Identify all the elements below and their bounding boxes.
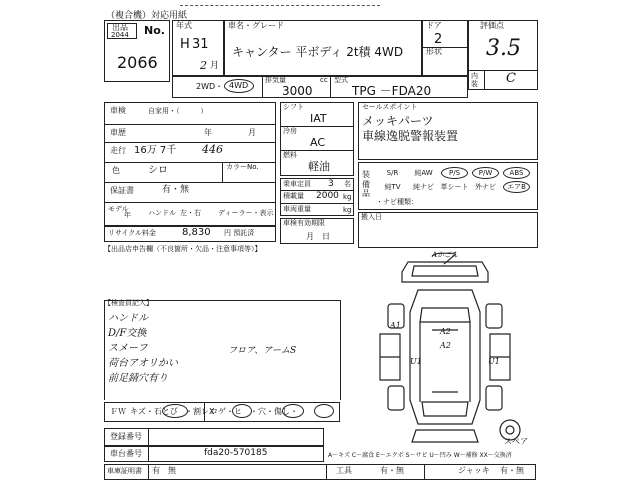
details-line-1 — [104, 124, 276, 125]
warranty-label: 保証書 — [110, 186, 134, 195]
tools-options: 有・無 — [380, 466, 404, 475]
mileage-value: 16万 7千 — [134, 145, 177, 156]
equipment-item: 革シート — [440, 183, 469, 191]
fw-label: ＦＷ — [110, 407, 126, 416]
drive-4wd: 4WD — [229, 81, 249, 90]
inspection-options: 自家用・（ ） — [148, 107, 208, 115]
shape-label: 形状 — [426, 47, 442, 56]
car-damage-diagram — [360, 252, 530, 452]
month-label: 月 — [210, 61, 220, 71]
ac-label: 冷房 — [283, 127, 297, 135]
chassis-value: fda20-570185 — [204, 448, 268, 458]
fw-end: ・穴・傷し・ — [250, 407, 298, 416]
model-label: 型式 — [334, 76, 348, 84]
equipment-item: S/R — [386, 169, 399, 177]
model-divider — [330, 76, 331, 98]
model-value: TPG －FDA20 — [352, 84, 432, 98]
seats-unit: 名 — [344, 180, 351, 188]
cert-divider-3 — [424, 464, 425, 480]
registration-year-unit: 年 — [204, 128, 212, 137]
diagram-mark-2: A2 — [440, 327, 451, 336]
shift-value: IAT — [310, 112, 327, 125]
inspector-note: 前足錆穴有り — [108, 373, 168, 384]
equipment-circle — [472, 167, 499, 179]
equipment-item: 純ナビ — [413, 183, 434, 191]
ac-value: AC — [310, 136, 326, 149]
month-value: 2 — [200, 59, 207, 72]
mileage-label: 走行 — [110, 146, 126, 155]
weight-label: 車両重量 — [283, 205, 311, 213]
displacement-divider — [262, 76, 263, 98]
registration-divider — [148, 428, 149, 446]
warranty-options: 有・無 — [162, 185, 190, 195]
drive-2wd: 2WD・ — [196, 82, 224, 91]
cert-label: 車庫証明書 — [107, 467, 142, 475]
displacement-label: 排気量 — [265, 76, 286, 84]
tools-label: 工具 — [336, 466, 352, 475]
shift-label: シフト — [283, 103, 304, 111]
interior-divider — [468, 70, 538, 71]
date-panel — [358, 212, 538, 248]
expiry-label: 車検有効期限 — [283, 219, 325, 227]
diagram-mark-3: A2 — [440, 341, 451, 350]
lot-label: 出品 — [112, 23, 128, 32]
jack-label: ジャッキ — [458, 466, 490, 475]
model-year-label: 年 — [124, 211, 131, 219]
cert-divider-1 — [148, 464, 149, 480]
cert-options: 有 無 — [152, 466, 176, 475]
defects-note: 【出品店申告欄（不良箇所・欠品・注意事項等）】 — [104, 245, 262, 253]
diagram-mark-5: U1 — [488, 357, 500, 366]
inspector-label: 【検査員記入】 — [104, 299, 153, 307]
mileage-note: 446 — [202, 143, 223, 156]
doors-label: ドア — [426, 21, 442, 30]
weight-unit: kg — [343, 206, 352, 214]
inspection-label: 車検 — [110, 106, 126, 115]
spare-label: スペア — [504, 437, 528, 446]
details-line-5 — [104, 202, 276, 203]
navi-label: ・ナビ種類： — [376, 198, 418, 206]
displacement-value: 3000 — [282, 84, 313, 98]
seats-label: 乗車定員 — [283, 180, 311, 188]
interior-label: 内装 — [471, 72, 478, 88]
fw-text: キズ・石とび — [130, 407, 178, 416]
equipment-circle — [503, 167, 530, 179]
chassis-label: 車台番号 — [110, 449, 142, 458]
fw-circle-2 — [232, 404, 252, 418]
chassis-divider — [148, 446, 149, 462]
equipment-item: ABS — [509, 169, 524, 177]
color-no-label: カラーNo. — [226, 163, 259, 171]
load-label: 積載量 — [283, 192, 304, 200]
equipment-item: P/W — [478, 169, 493, 177]
inspector-note: D/F交換 — [108, 328, 147, 339]
inspector-left-border — [104, 300, 105, 400]
lot-number: 2066 — [117, 53, 158, 72]
inspector-note: ハンドル — [108, 313, 148, 324]
interior-value: C — [506, 71, 516, 86]
expiry-unit: 月 日 — [306, 232, 330, 241]
load-value: 2000 — [316, 191, 339, 201]
fuel-value: 軽油 — [308, 160, 330, 173]
fw-right: コゲ・ヒ — [210, 407, 242, 416]
fw-circle-3 — [282, 404, 304, 418]
seats-value: 3 — [328, 179, 334, 189]
model-handle-label: モデル — [108, 205, 129, 213]
inspector-side-note: フロア、アームS — [228, 346, 297, 356]
equipment-item: 純AW — [414, 169, 433, 177]
year-label: 年式 — [176, 21, 192, 30]
fw-circle-4 — [314, 404, 334, 418]
recycle-unit: 円 預託済 — [224, 229, 255, 237]
score-value: 3.5 — [486, 36, 521, 61]
interior-vline — [484, 70, 485, 90]
recycle-value: 8,830 — [182, 227, 211, 238]
diagram-mark-1: A1 — [390, 321, 401, 330]
fuel-label: 燃料 — [283, 151, 297, 159]
fw-mid: ・割レX — [185, 407, 215, 416]
diagram-mark-4: U1 — [410, 357, 422, 366]
color-divider — [222, 162, 223, 182]
name-value: キャンター 平ボディ 2t積 4WD — [232, 45, 404, 59]
details-line-2 — [104, 142, 276, 143]
handle-label: ハンドル — [148, 209, 176, 217]
registration-label: 車歴 — [110, 128, 126, 137]
top-divider — [180, 5, 380, 6]
equipment-item: P/S — [448, 169, 461, 177]
year-value: 31 — [192, 37, 209, 52]
equipment-item: エアB — [507, 183, 526, 191]
details-line-4 — [104, 182, 276, 183]
equipment-circle — [441, 167, 468, 179]
damage-legend: A～キズ C～腐食 E～エクボ S～サビ U～凹み W～補修 XX～交換済 — [328, 452, 512, 459]
sales-point-2: 車線逸脱警報装置 — [362, 129, 459, 143]
lot-no-label: No. — [144, 24, 165, 37]
form-title: （複合機）対応用紙 — [106, 11, 188, 21]
inspector-right-border — [340, 300, 341, 400]
dealer-label: ディーラー・表示 — [218, 209, 274, 217]
handle-options: 左・右 — [180, 209, 201, 217]
inspector-note: スメーフ — [108, 343, 148, 354]
color-value: シロ — [148, 165, 168, 176]
doors-value: 2 — [434, 32, 443, 47]
registration-number-label: 登録番号 — [110, 432, 142, 441]
fw-divider — [204, 402, 205, 422]
color-label: 色 — [112, 166, 120, 175]
name-label: 車名・グレード — [228, 21, 284, 30]
equipment-circle — [503, 181, 530, 193]
jack-options: 有・無 — [500, 466, 524, 475]
inspector-top-border — [104, 300, 340, 301]
diagram-top-note: Aかごん — [432, 251, 459, 259]
date-label: 搬入日 — [361, 213, 382, 221]
recycle-label: リサイクル料金 — [108, 229, 157, 237]
inspector-note: 荷台アオリかい — [108, 358, 178, 369]
score-label: 評価点 — [480, 21, 504, 30]
year-era: H — [180, 37, 190, 52]
equipment-label: 装備品 — [362, 170, 370, 199]
sales-point-1: メッキパーツ — [362, 114, 434, 128]
load-unit: kg — [343, 193, 352, 201]
lot-small-number: 2044 — [111, 31, 129, 39]
cert-divider-2 — [326, 464, 327, 480]
sales-points-label: セールスポイント — [362, 103, 418, 111]
equipment-item: 純TV — [384, 183, 401, 191]
displacement-unit: cc — [320, 76, 328, 84]
equipment-item: 外ナビ — [475, 183, 496, 191]
registration-month-unit: 月 — [248, 128, 256, 137]
capacity-line-2 — [280, 203, 354, 204]
